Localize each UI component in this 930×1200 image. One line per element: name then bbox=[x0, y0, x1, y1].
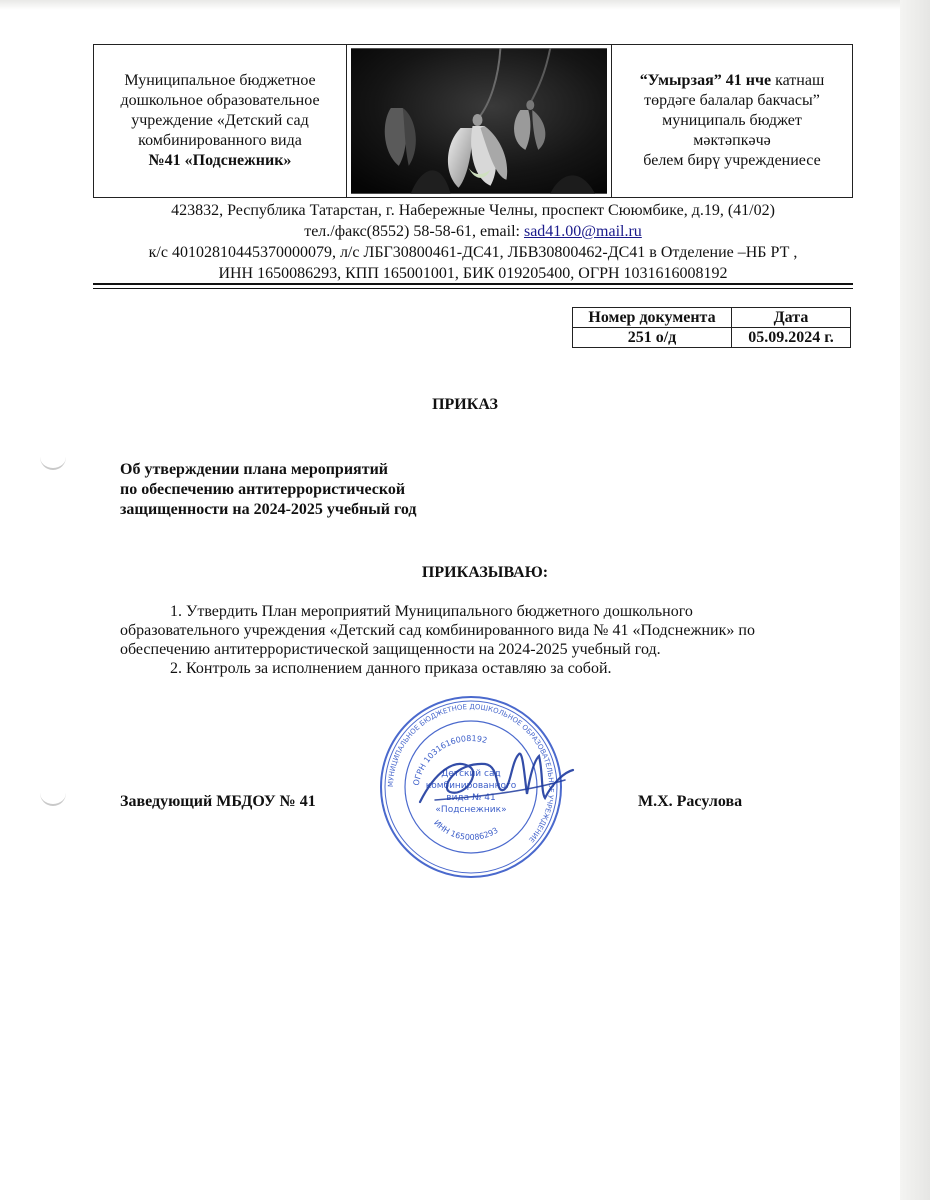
letterhead-ru-line-bold: №41 «Подснежник» bbox=[148, 152, 292, 169]
stamp-inn: ИНН 1650086293 bbox=[432, 818, 500, 843]
signatory-name: М.Х. Расулова bbox=[638, 793, 743, 810]
letterhead-russian-name bbox=[94, 45, 347, 197]
stamp-center-line: «Подснежник» bbox=[435, 805, 507, 815]
subject-line: Об утверждении плана мероприятий bbox=[120, 461, 388, 478]
letterhead-ru-line: дошкольное образовательное bbox=[120, 92, 320, 109]
subject-line: защищенности на 2024-2025 учебный год bbox=[120, 501, 417, 518]
order-items bbox=[120, 602, 830, 678]
address-line: 423832, Республика Татарстан, г. Набережные Челны, проспект Сююмбике, д.19, (41/02) bbox=[171, 202, 775, 219]
stamp-center-line: вида № 41 bbox=[446, 793, 496, 803]
scan-right-edge bbox=[900, 0, 930, 1200]
snowdrop-photo-cell bbox=[347, 45, 612, 197]
signatory-role: Заведующий МБДОУ № 41 bbox=[120, 793, 316, 810]
address-block bbox=[93, 200, 853, 284]
snowdrop-flower-image bbox=[351, 48, 607, 194]
subject-line: по обеспечению антитеррористической bbox=[120, 481, 406, 498]
email-link[interactable]: sad41.00@mail.ru bbox=[523, 223, 642, 240]
doc-date-header: Дата bbox=[732, 308, 851, 328]
letterhead-tt-line: мәктәпкәчә bbox=[693, 132, 771, 149]
letterhead-tatar-name bbox=[612, 45, 852, 197]
order-subject bbox=[120, 460, 416, 520]
phone-fax: тел./факс(8552) 58-58-61, email: bbox=[304, 223, 524, 240]
order-heading: ПРИКАЗЫВАЮ: bbox=[421, 564, 549, 581]
doc-date-value: 05.09.2024 г. bbox=[732, 328, 851, 348]
scan-top-shadow bbox=[0, 0, 930, 10]
stamp-ogrn: ОГРН 1031616008192 bbox=[411, 733, 489, 787]
letterhead-tt-rest: катнаш bbox=[771, 72, 825, 89]
order-item-1-line2: образовательного учреждения «Детский сад комбинированного вида № 41 «Подснежник» по bbox=[120, 622, 755, 639]
letterhead-tt-line bbox=[640, 71, 825, 91]
letterhead-tt-line: муниципаль бюджет bbox=[662, 112, 802, 129]
bank-details-line: к/с 40102810445370000079, л/с ЛБГ30800461-ДС41, ЛБВ30800462-ДС41 в Отделение –НБ РТ , bbox=[148, 244, 798, 261]
document-number-date-table bbox=[572, 307, 851, 348]
letterhead-ru-line: комбинированного вида bbox=[138, 132, 302, 149]
doc-number-header: Номер документа bbox=[573, 308, 732, 328]
stamp-center-line: Детский сад bbox=[441, 769, 501, 779]
order-item-2: 2. Контроль за исполнением данного приказа оставляю за собой. bbox=[170, 660, 612, 677]
punch-hole-mark-top bbox=[40, 452, 66, 470]
doc-number-value: 251 о/д bbox=[573, 328, 732, 348]
document-title: ПРИКАЗ bbox=[432, 396, 498, 413]
header-divider-thick bbox=[93, 283, 853, 285]
letterhead-ru-line: учреждение «Детский сад bbox=[131, 112, 309, 129]
handwritten-signature bbox=[415, 742, 575, 822]
punch-hole-mark-bottom bbox=[40, 788, 66, 806]
letterhead-ru-line: Муниципальное бюджетное bbox=[124, 72, 316, 89]
order-item-1-line1: 1. Утвердить План мероприятий Муниципального бюджетного дошкольного bbox=[170, 603, 693, 620]
letterhead-tt-line: төрдәге балалар бакчасы” bbox=[644, 92, 820, 109]
letterhead-table bbox=[93, 44, 853, 198]
letterhead-tt-bold: “Умырзая” 41 нче bbox=[639, 72, 772, 89]
order-item-1-line3: обеспечению антитеррористической защищенности на 2024-2025 учебный год. bbox=[120, 641, 661, 658]
contact-line bbox=[93, 221, 853, 242]
letterhead-tt-line: белем бирү учреждениесе bbox=[643, 152, 821, 169]
stamp-center-line: комбинированного bbox=[425, 781, 517, 791]
stamp-outer-text: МУНИЦИПАЛЬНОЕ БЮДЖЕТНОЕ ДОШКОЛЬНОЕ ОБРАЗОВАТЕЛЬНОЕ УЧРЕЖДЕНИЕ bbox=[386, 702, 556, 844]
registration-details-line: ИНН 1650086293, КПП 165001001, БИК 019205400, ОГРН 1031616008192 bbox=[218, 265, 728, 282]
header-divider-thin bbox=[93, 288, 853, 289]
